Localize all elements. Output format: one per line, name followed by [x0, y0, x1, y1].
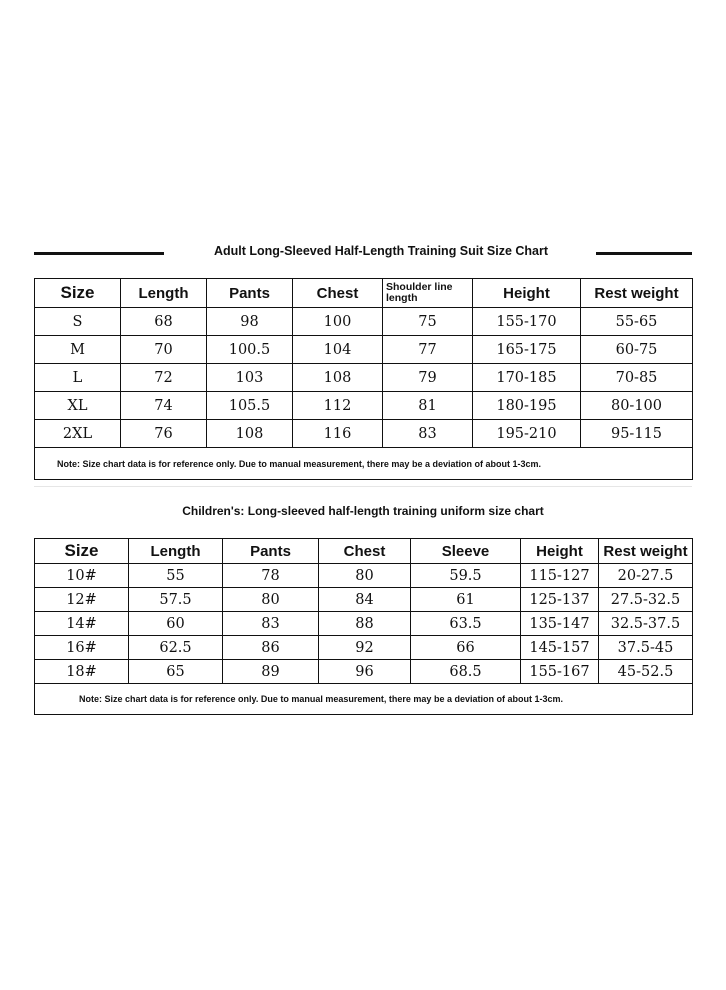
height-cell: 165-175 [473, 336, 581, 364]
adult-header-weight: Rest weight [581, 279, 693, 308]
chest-cell: 80 [319, 564, 411, 588]
kids-header-chest: Chest [319, 539, 411, 564]
sleeve-cell: 66 [411, 636, 521, 660]
table-row [35, 588, 693, 612]
chest-cell: 112 [293, 392, 383, 420]
shoulder-cell: 79 [383, 364, 473, 392]
length-cell: 68 [121, 308, 207, 336]
sleeve-cell: 59.5 [411, 564, 521, 588]
chest-cell: 104 [293, 336, 383, 364]
shoulder-cell: 81 [383, 392, 473, 420]
weight-cell: 70-85 [581, 364, 693, 392]
kids-header-row [35, 539, 693, 564]
chest-cell: 108 [293, 364, 383, 392]
table-row [35, 612, 693, 636]
length-cell: 65 [129, 660, 223, 684]
pants-cell: 86 [223, 636, 319, 660]
size-cell: 2XL [35, 420, 121, 448]
weight-cell: 45-52.5 [599, 660, 693, 684]
chest-cell: 92 [319, 636, 411, 660]
shoulder-cell: 83 [383, 420, 473, 448]
pants-cell: 78 [223, 564, 319, 588]
chest-cell: 84 [319, 588, 411, 612]
pants-cell: 105.5 [207, 392, 293, 420]
weight-cell: 80-100 [581, 392, 693, 420]
size-cell: 10# [35, 564, 129, 588]
height-cell: 180-195 [473, 392, 581, 420]
height-cell: 125-137 [521, 588, 599, 612]
adult-header-height: Height [473, 279, 581, 308]
height-cell: 135-147 [521, 612, 599, 636]
chest-cell: 100 [293, 308, 383, 336]
size-cell: L [35, 364, 121, 392]
chest-cell: 116 [293, 420, 383, 448]
length-cell: 70 [121, 336, 207, 364]
pants-cell: 108 [207, 420, 293, 448]
table-row [35, 308, 693, 336]
kids-note-row [35, 684, 693, 715]
sleeve-cell: 68.5 [411, 660, 521, 684]
kids-chart-title: Children's: Long-sleeved half-length training uniform size chart [182, 504, 544, 518]
height-cell: 145-157 [521, 636, 599, 660]
size-cell: M [35, 336, 121, 364]
pants-cell: 98 [207, 308, 293, 336]
heading-rule-left [34, 252, 164, 255]
weight-cell: 32.5-37.5 [599, 612, 693, 636]
chest-cell: 96 [319, 660, 411, 684]
height-cell: 155-170 [473, 308, 581, 336]
kids-header-weight: Rest weight [599, 539, 693, 564]
kids-header-sleeve: Sleeve [411, 539, 521, 564]
kids-size-table [34, 538, 693, 715]
adult-header-chest: Chest [293, 279, 383, 308]
size-cell: 16# [35, 636, 129, 660]
adult-chart-title: Adult Long-Sleeved Half-Length Training Suit Size Chart [213, 244, 549, 258]
height-cell: 155-167 [521, 660, 599, 684]
adult-header-shoulder: Shoulder line length [383, 279, 473, 308]
table-row [35, 420, 693, 448]
sleeve-cell: 61 [411, 588, 521, 612]
weight-cell: 55-65 [581, 308, 693, 336]
height-cell: 195-210 [473, 420, 581, 448]
kids-header-length: Length [129, 539, 223, 564]
shoulder-cell: 75 [383, 308, 473, 336]
kids-header-size: Size [35, 539, 129, 564]
adult-chart-heading [34, 244, 692, 262]
table-row [35, 364, 693, 392]
length-cell: 72 [121, 364, 207, 392]
length-cell: 60 [129, 612, 223, 636]
size-cell: 14# [35, 612, 129, 636]
adult-note: Note: Size chart data is for reference only. Due to manual measurement, there may be a deviation of about 1-3cm. [35, 448, 693, 480]
shoulder-cell: 77 [383, 336, 473, 364]
chest-cell: 88 [319, 612, 411, 636]
weight-cell: 60-75 [581, 336, 693, 364]
adult-header-length: Length [121, 279, 207, 308]
size-cell: 18# [35, 660, 129, 684]
section-divider [34, 486, 692, 487]
length-cell: 55 [129, 564, 223, 588]
height-cell: 170-185 [473, 364, 581, 392]
pants-cell: 89 [223, 660, 319, 684]
adult-size-table [34, 278, 693, 480]
pants-cell: 100.5 [207, 336, 293, 364]
pants-cell: 83 [223, 612, 319, 636]
length-cell: 74 [121, 392, 207, 420]
table-row [35, 564, 693, 588]
adult-header-row [35, 279, 693, 308]
weight-cell: 20-27.5 [599, 564, 693, 588]
table-row [35, 336, 693, 364]
size-cell: XL [35, 392, 121, 420]
size-cell: 12# [35, 588, 129, 612]
adult-header-size: Size [35, 279, 121, 308]
adult-header-pants: Pants [207, 279, 293, 308]
kids-note: Note: Size chart data is for reference only. Due to manual measurement, there may be a deviation of about 1-3cm. [35, 684, 693, 715]
pants-cell: 103 [207, 364, 293, 392]
length-cell: 76 [121, 420, 207, 448]
pants-cell: 80 [223, 588, 319, 612]
table-row [35, 392, 693, 420]
weight-cell: 95-115 [581, 420, 693, 448]
weight-cell: 37.5-45 [599, 636, 693, 660]
kids-header-pants: Pants [223, 539, 319, 564]
length-cell: 62.5 [129, 636, 223, 660]
sleeve-cell: 63.5 [411, 612, 521, 636]
kids-header-height: Height [521, 539, 599, 564]
height-cell: 115-127 [521, 564, 599, 588]
heading-rule-right [596, 252, 692, 255]
length-cell: 57.5 [129, 588, 223, 612]
size-cell: S [35, 308, 121, 336]
adult-note-row [35, 448, 693, 480]
weight-cell: 27.5-32.5 [599, 588, 693, 612]
table-row [35, 660, 693, 684]
table-row [35, 636, 693, 660]
